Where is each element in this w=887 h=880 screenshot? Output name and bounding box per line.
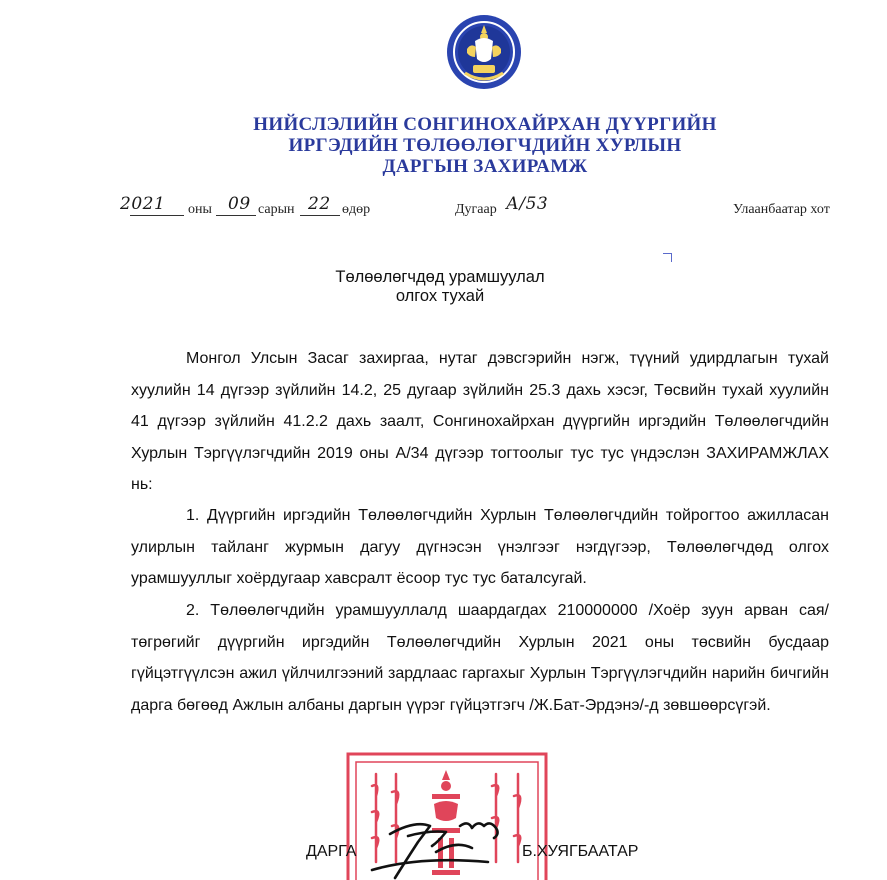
decree-day: 22 — [308, 194, 331, 214]
year-underline — [130, 215, 184, 216]
day-underline — [300, 215, 340, 216]
decree-number: А/53 — [506, 194, 549, 214]
meta-row — [0, 194, 887, 224]
month-label: сарын — [258, 202, 295, 217]
city: Улаанбаатар хот — [733, 202, 830, 217]
year-label: оны — [188, 202, 212, 217]
header-line-2: ИРГЭДИЙН ТӨЛӨӨЛӨГЧДИЙН ХУРЛЫН — [288, 135, 682, 156]
mongolia-state-emblem-icon — [445, 13, 523, 91]
month-underline — [216, 215, 256, 216]
subject-line-1: Төлөөлөгчдөд урамшуулал — [335, 268, 545, 286]
day-label: өдөр — [342, 202, 371, 217]
corner-mark — [663, 253, 672, 262]
item-1-text: 1. Дүүргийн иргэдийн Төлөөлөгчдийн Хурлын Төлөөлөгчдийн тойрогтоо ажилласан улирлын тайланг журмын дагуу дүгнэсэн үнэлгээг нэгдүгээр, Төлөөлөгчдөд олгох урамшууллыг хоёрдугаар хавсралт ёсоор тус тус баталсугай. — [131, 507, 829, 587]
intro-text: Монгол Улсын Засаг захиргаа, нутаг дэвсгэрийн нэгж, түүний удирдлагын тухай хуулийн 14 дүгээр зүйлийн 14.2, 25 дугаар зүйлийн 25.3 дахь хэсэг, Төсвийн тухай хуулийн 41 дүгээр зүйлийн 41.2.2 дахь заалт, Сонгинохайрхан дүүргийн иргэдийн Төлөөлөгчдийн Хурлын Тэргүүлэгчдийн 2019 оны А/34 дүгээр тогтоолыг тус тус үндэслэн ЗАХИРАМЖЛАХ нь: — [131, 350, 829, 493]
header-line-3: ДАРГЫН ЗАХИРАМЖ — [382, 156, 588, 177]
signatory-name: Б.ХУЯГБААТАР — [522, 843, 639, 860]
decree-item-1 — [131, 500, 829, 595]
handwritten-signature — [360, 812, 510, 880]
decree-month: 09 — [228, 194, 251, 214]
decree-year: 2021 — [120, 194, 166, 214]
signatory-title: ДАРГА — [306, 843, 357, 860]
decree-item-2 — [131, 595, 829, 721]
header-line-1: НИЙСЛЭЛИЙН СОНГИНОХАЙРХАН ДҮҮРГИЙН — [253, 114, 717, 135]
subject-line-2: олгох тухай — [395, 287, 485, 305]
intro-paragraph — [131, 343, 829, 501]
item-2-text: 2. Төлөөлөгчдийн урамшууллалд шаардагдах 210000000 /Хоёр зуун арван сая/ төгрөгийг дүүргийн иргэдийн Төлөөлөгчдийн Хурлын 2021 оны төсвийн бусдаар гүйцэтгүүлсэн ажил үйлчилгээний зардлаас гаргахыг Хурлын Тэргүүлэгчдийн нарийн бичгийн дарга бөгөөд Ажлын албаны даргын үүрэг гүйцэтгэгч /Ж.Бат-Эрдэнэ/-д зөвшөөрсүгэй. — [131, 602, 829, 714]
number-label: Дугаар — [455, 202, 497, 217]
